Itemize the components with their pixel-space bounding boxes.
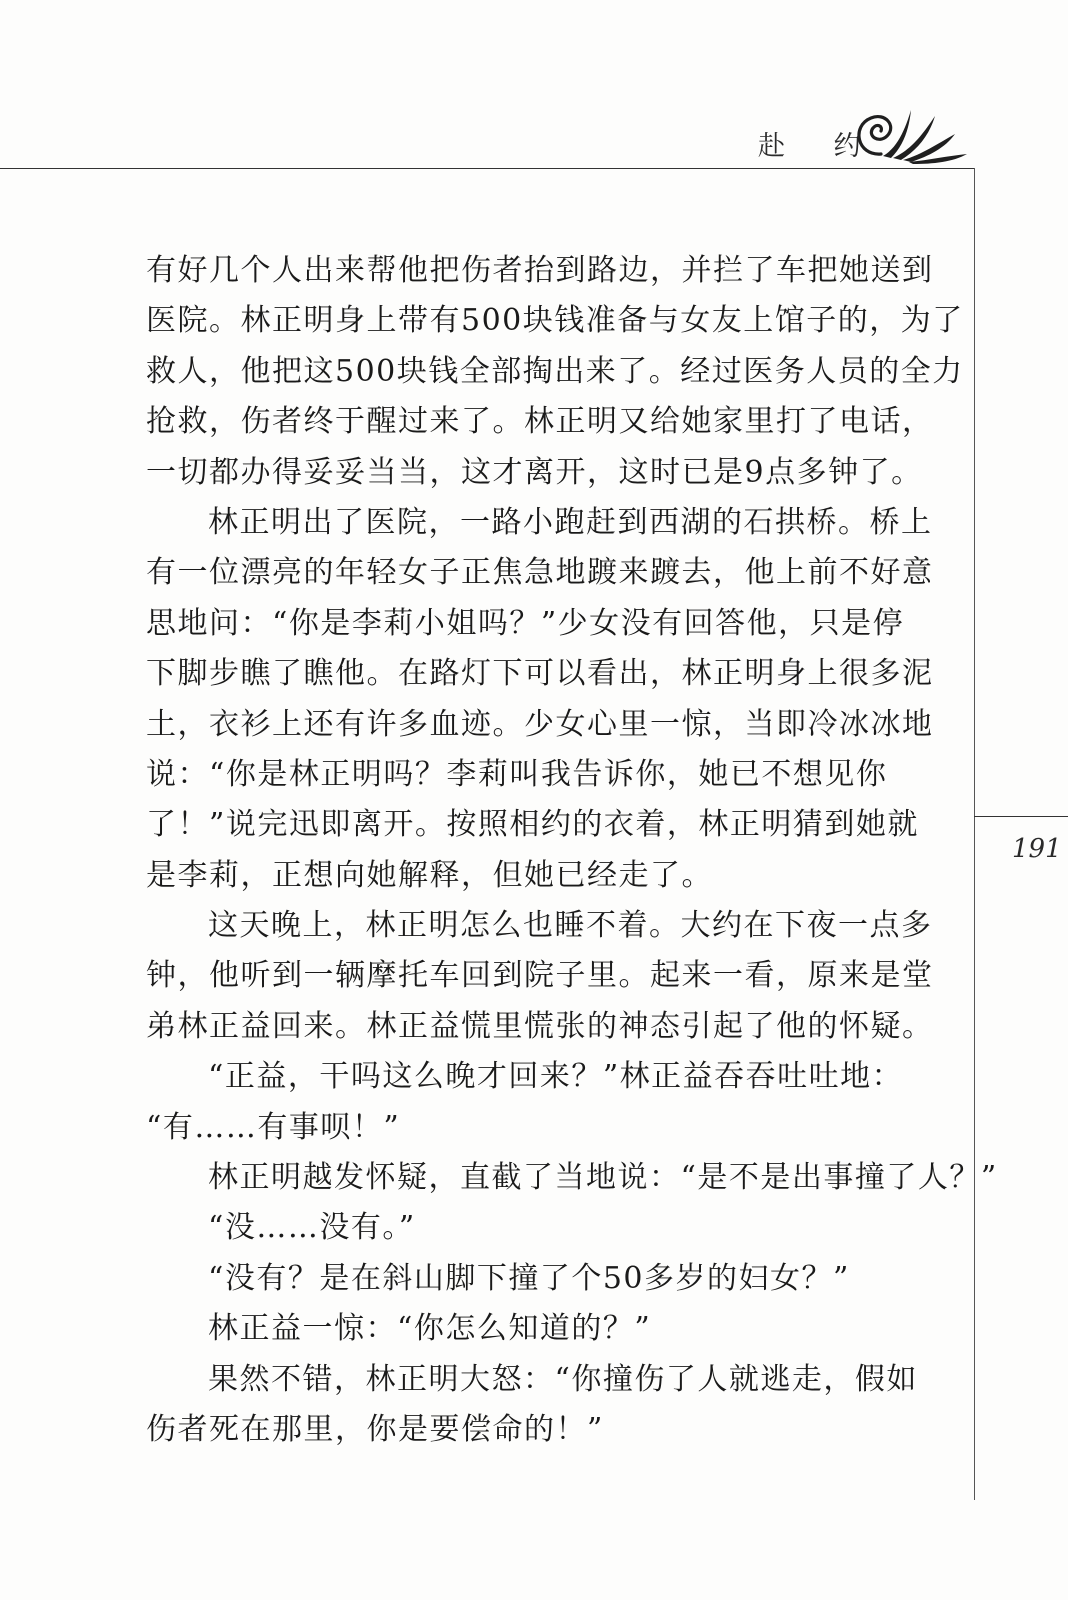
text-line: “没有？是在斜山脚下撞了个50多岁的妇女？” (208, 1260, 850, 1296)
text-line: 钟，他听到一辆摩托车回到院子里。起来一看，原来是堂 (146, 958, 934, 994)
text-line: 思地问：“你是李莉小姐吗？”少女没有回答他，只是停 (146, 605, 905, 641)
text-line: 救人，他把这500块钱全部掏出来了。经过医务人员的全力 (146, 353, 964, 389)
margin-rule (974, 168, 975, 1500)
text-line: 说：“你是林正明吗？李莉叫我告诉你，她已不想见你 (146, 756, 888, 792)
page-number: 191 (1012, 834, 1062, 864)
text-line: 林正益一惊：“你怎么知道的？” (208, 1311, 652, 1347)
text-line: 是李莉，正想向她解释，但她已经走了。 (146, 857, 713, 893)
swirl-ornament-icon (853, 104, 973, 164)
header-rule (0, 168, 975, 169)
text-line: 了！”说完迅即离开。按照相约的衣着，林正明猜到她就 (146, 807, 919, 843)
text-line: 林正明越发怀疑，直截了当地说：“是不是出事撞了人？” (208, 1160, 998, 1196)
body-text (146, 246, 998, 1455)
text-line: 土，衣衫上还有许多血迹。少女心里一惊，当即冷冰冰地 (146, 706, 934, 742)
text-line: “没……没有。” (208, 1210, 416, 1246)
text-line: 抢救，伤者终于醒过来了。林正明又给她家里打了电话， (146, 404, 934, 440)
text-line: 医院。林正明身上带有500块钱准备与女友上馆子的，为了 (146, 303, 964, 339)
running-head: 赴 约 (758, 131, 881, 162)
text-line: “正益，干吗这么晚才回来？”林正益吞吞吐吐地： (208, 1059, 904, 1095)
text-line: 下脚步瞧了瞧他。在路灯下可以看出，林正明身上很多泥 (146, 656, 934, 692)
text-line: 这天晚上，林正明怎么也睡不着。大约在下夜一点多 (208, 908, 933, 944)
text-line: 有一位漂亮的年轻女子正焦急地踱来踱去，他上前不好意 (146, 555, 934, 591)
text-line: 伤者死在那里，你是要偿命的！” (146, 1411, 604, 1447)
text-line: 弟林正益回来。林正益慌里慌张的神态引起了他的怀疑。 (146, 1008, 934, 1044)
text-line: 果然不错，林正明大怒：“你撞伤了人就逃走，假如 (208, 1361, 918, 1397)
text-line: 林正明出了医院，一路小跑赶到西湖的石拱桥。桥上 (208, 504, 933, 540)
text-line: “有……有事呗！” (146, 1109, 401, 1145)
text-line: 一切都办得妥妥当当，这才离开，这时已是9点多钟了。 (146, 454, 923, 490)
text-line: 有好几个人出来帮他把伤者抬到路边，并拦了车把她送到 (146, 253, 934, 288)
page-number-rule (974, 816, 1068, 817)
